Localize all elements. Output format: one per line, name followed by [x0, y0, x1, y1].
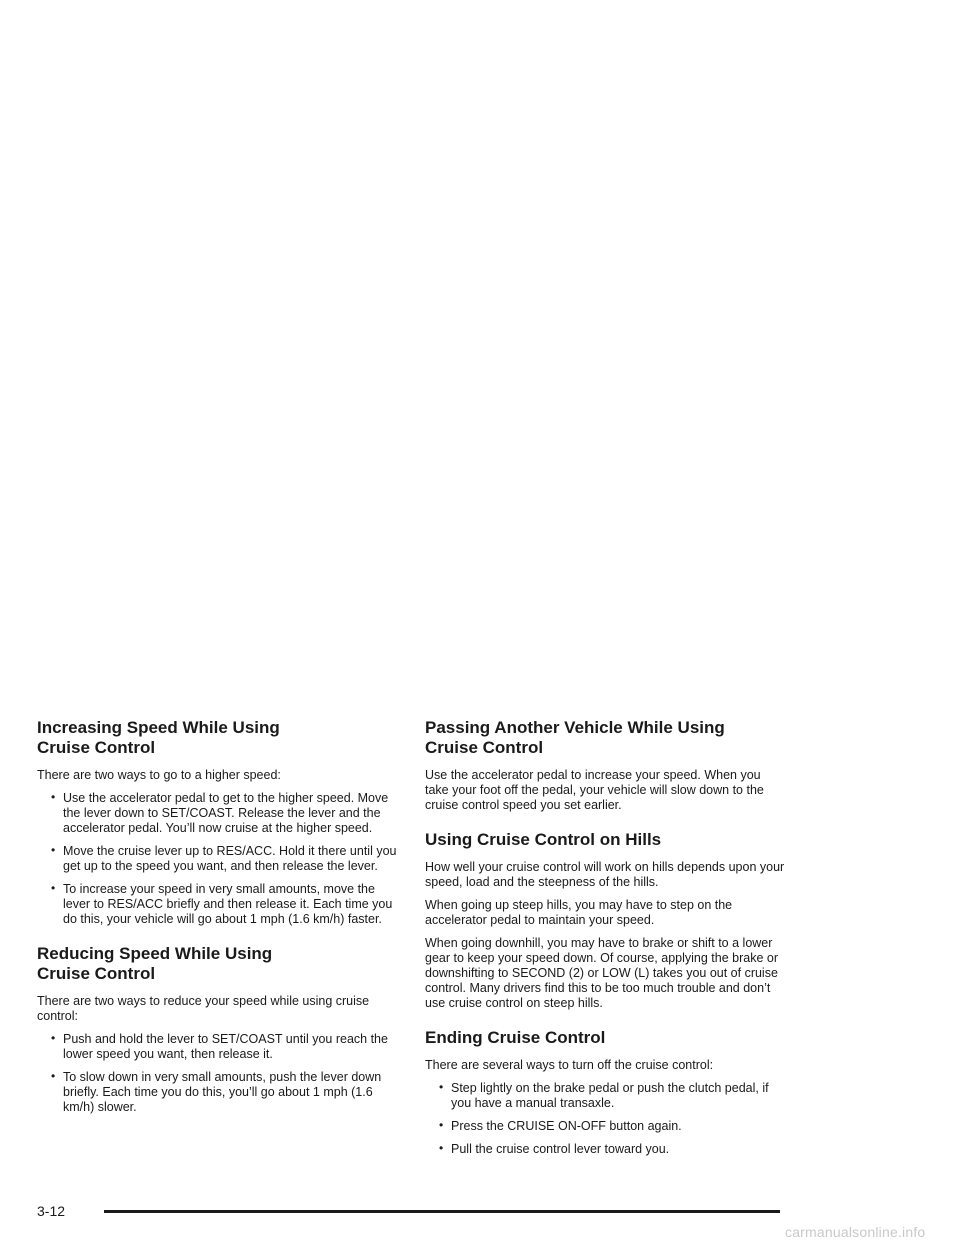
- list-item: • To slow down in very small amounts, push the lever down briefly. Each time you do this, you’ll go about 1 mph (1.6 km/h) slower.: [51, 1069, 382, 1114]
- bullet-icon: •: [51, 843, 56, 857]
- section-intro: There are several ways to turn off the cruise control:: [425, 1058, 714, 1072]
- bullet-icon: •: [51, 790, 56, 804]
- section-intro: There are two ways to go to a higher speed:: [37, 768, 281, 782]
- right-column: [425, 718, 787, 1165]
- bullet-icon: •: [439, 1080, 444, 1094]
- list-item: • Press the CRUISE ON-OFF button again.: [439, 1118, 682, 1133]
- bullet-list: [425, 1081, 787, 1157]
- bullet-icon: •: [439, 1141, 444, 1155]
- section-intro: There are two ways to reduce your speed while using cruise control:: [37, 994, 370, 1023]
- section-paragraph: How well your cruise control will work on hills depends upon your speed, load and the steepness of the hills.: [425, 860, 785, 889]
- list-item: • Use the accelerator pedal to get to the higher speed. Move the lever down to SET/COAST. Release the lever and the accelerator pedal. You’ll now cruise at the higher speed.: [51, 790, 389, 835]
- list-item: • To increase your speed in very small amounts, move the lever to RES/ACC briefly and then release it. Each time you do this, your vehicle will go about 1 mph (1.6 km/h) faster.: [51, 881, 393, 926]
- list-item: • Pull the cruise control lever toward you.: [439, 1141, 670, 1156]
- section-heading-increasing-speed: Increasing Speed While Using Cruise Control: [37, 718, 280, 757]
- bullet-icon: •: [51, 1031, 56, 1045]
- list-item: • Push and hold the lever to SET/COAST until you reach the lower speed you want, then release it.: [51, 1031, 388, 1061]
- section-heading-ending-cruise: Ending Cruise Control: [425, 1028, 606, 1047]
- page-number: 3-12: [37, 1203, 66, 1219]
- section-heading-passing-vehicle: Passing Another Vehicle While Using Cruise Control: [425, 718, 725, 757]
- section-paragraph: When going downhill, you may have to brake or shift to a lower gear to keep your speed down. Of course, applying the brake or downshifting to SECOND (2) or LOW (L) takes you out of cruise control. Many drivers find this to be too much trouble and don’t use cruise control on steep hills.: [425, 936, 778, 1010]
- list-item: • Move the cruise lever up to RES/ACC. Hold it there until you get up to the speed you want, and then release the lever.: [51, 843, 397, 873]
- section-heading-hills: Using Cruise Control on Hills: [425, 830, 662, 849]
- bullet-icon: •: [51, 1069, 56, 1083]
- bullet-list: [37, 791, 397, 927]
- watermark-text: carmanualsonline.info: [785, 1224, 926, 1240]
- left-column: [37, 718, 397, 1123]
- section-paragraph: Use the accelerator pedal to increase your speed. When you take your foot off the pedal, your vehicle will slow down to the cruise control speed you set earlier.: [425, 768, 764, 812]
- section-paragraph: When going up steep hills, you may have to step on the accelerator pedal to maintain your speed.: [425, 898, 733, 927]
- bullet-icon: •: [439, 1118, 444, 1132]
- footer-divider: [104, 1210, 780, 1213]
- list-item: • Step lightly on the brake pedal or push the clutch pedal, if you have a manual transaxle.: [439, 1080, 769, 1110]
- section-heading-reducing-speed: Reducing Speed While Using Cruise Control: [37, 944, 273, 983]
- bullet-icon: •: [51, 881, 56, 895]
- bullet-list: [37, 1032, 397, 1115]
